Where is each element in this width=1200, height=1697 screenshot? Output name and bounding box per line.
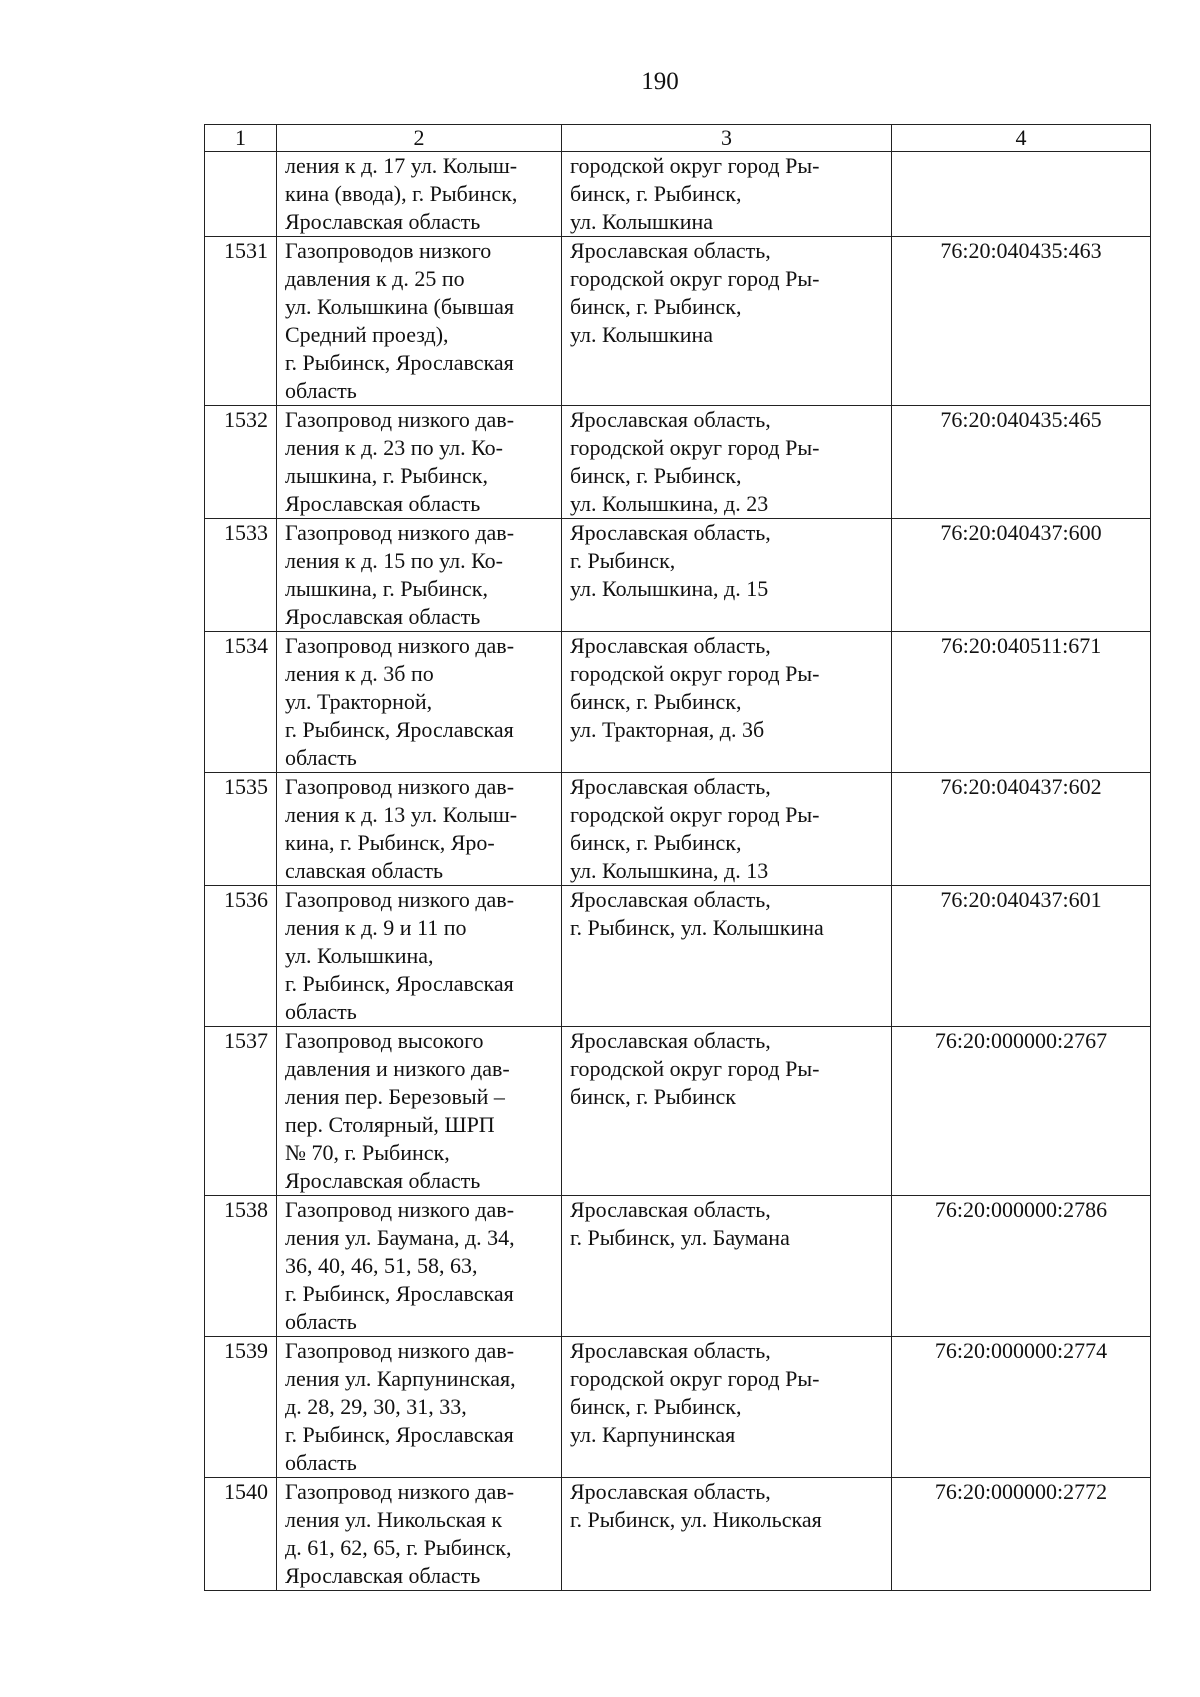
- cadastral-number-cell: 76:20:000000:2774: [892, 1337, 1151, 1478]
- cadastral-number-cell: 76:20:000000:2767: [892, 1027, 1151, 1196]
- object-name-cell: Газопровод низкого дав- ления к д. 15 по ул. Ко- лышкина, г. Рыбинск, Ярославская область: [277, 519, 562, 632]
- page-number: 190: [641, 68, 679, 95]
- address-cell: Ярославская область, городской округ город Ры- бинск, г. Рыбинск, ул. Тракторная, д. 3б: [562, 632, 892, 773]
- table-row: [205, 519, 1151, 632]
- row-number-cell: 1538: [205, 1196, 277, 1337]
- row-number-cell: 1532: [205, 406, 277, 519]
- row-number-cell: 1537: [205, 1027, 277, 1196]
- address-cell: Ярославская область, городской округ город Ры- бинск, г. Рыбинск, ул. Колышкина, д. 23: [562, 406, 892, 519]
- row-number-cell: 1534: [205, 632, 277, 773]
- table-row: [205, 773, 1151, 886]
- object-name-cell: ления к д. 17 ул. Колыш- кина (ввода), г. Рыбинск, Ярославская область: [277, 152, 562, 237]
- cadastral-number-cell: 76:20:040437:600: [892, 519, 1151, 632]
- object-name-cell: Газопровод высокого давления и низкого дав- ления пер. Березовый – пер. Столярный, ШРП № 70, г. Рыбинск, Ярославская область: [277, 1027, 562, 1196]
- object-name-cell: Газопровод низкого дав- ления ул. Карпунинская, д. 28, 29, 30, 31, 33, г. Рыбинск, Ярославская область: [277, 1337, 562, 1478]
- row-number-cell: 1533: [205, 519, 277, 632]
- table-header-row: [205, 125, 1151, 152]
- cadastral-number-cell: [892, 152, 1151, 237]
- cadastral-number-cell: 76:20:000000:2786: [892, 1196, 1151, 1337]
- table-row: [205, 886, 1151, 1027]
- address-cell: Ярославская область, городской округ город Ры- бинск, г. Рыбинск, ул. Колышкина: [562, 237, 892, 406]
- address-cell: Ярославская область, г. Рыбинск, ул. Никольская: [562, 1478, 892, 1591]
- object-name-cell: Газопровод низкого дав- ления ул. Никольская к д. 61, 62, 65, г. Рыбинск, Ярославская область: [277, 1478, 562, 1591]
- table-row: [205, 1478, 1151, 1591]
- table-row: [205, 1196, 1151, 1337]
- object-name-cell: Газопровод низкого дав- ления к д. 13 ул. Колыш- кина, г. Рыбинск, Яро- славская область: [277, 773, 562, 886]
- cadastral-number-cell: 76:20:040437:601: [892, 886, 1151, 1027]
- table-row: [205, 152, 1151, 237]
- row-number-cell: 1540: [205, 1478, 277, 1591]
- table-row: [205, 406, 1151, 519]
- column-header-2: 2: [277, 125, 562, 152]
- row-number-cell: 1535: [205, 773, 277, 886]
- object-name-cell: Газопроводов низкого давления к д. 25 по ул. Колышкина (бывшая Средний проезд), г. Рыбинск, Ярославская область: [277, 237, 562, 406]
- column-header-4: 4: [892, 125, 1151, 152]
- row-number-cell: [205, 152, 277, 237]
- table-row: [205, 237, 1151, 406]
- address-cell: городской округ город Ры- бинск, г. Рыбинск, ул. Колышкина: [562, 152, 892, 237]
- cadastral-number-cell: 76:20:040435:465: [892, 406, 1151, 519]
- table-row: [205, 1337, 1151, 1478]
- cadastral-number-cell: 76:20:040435:463: [892, 237, 1151, 406]
- object-name-cell: Газопровод низкого дав- ления к д. 9 и 11 по ул. Колышкина, г. Рыбинск, Ярославская область: [277, 886, 562, 1027]
- address-cell: Ярославская область, г. Рыбинск, ул. Колышкина, д. 15: [562, 519, 892, 632]
- object-name-cell: Газопровод низкого дав- ления к д. 3б по ул. Тракторной, г. Рыбинск, Ярославская область: [277, 632, 562, 773]
- address-cell: Ярославская область, г. Рыбинск, ул. Баумана: [562, 1196, 892, 1337]
- cadastral-number-cell: 76:20:040437:602: [892, 773, 1151, 886]
- table-row: [205, 1027, 1151, 1196]
- pipeline-registry-table: [204, 124, 1151, 1591]
- cadastral-number-cell: 76:20:000000:2772: [892, 1478, 1151, 1591]
- cadastral-number-cell: 76:20:040511:671: [892, 632, 1151, 773]
- column-header-1: 1: [205, 125, 277, 152]
- address-cell: Ярославская область, городской округ город Ры- бинск, г. Рыбинск: [562, 1027, 892, 1196]
- object-name-cell: Газопровод низкого дав- ления к д. 23 по ул. Ко- лышкина, г. Рыбинск, Ярославская область: [277, 406, 562, 519]
- table-row: [205, 632, 1151, 773]
- row-number-cell: 1536: [205, 886, 277, 1027]
- column-header-3: 3: [562, 125, 892, 152]
- address-cell: Ярославская область, городской округ город Ры- бинск, г. Рыбинск, ул. Карпунинская: [562, 1337, 892, 1478]
- object-name-cell: Газопровод низкого дав- ления ул. Баумана, д. 34, 36, 40, 46, 51, 58, 63, г. Рыбинск, Ярославская область: [277, 1196, 562, 1337]
- row-number-cell: 1539: [205, 1337, 277, 1478]
- address-cell: Ярославская область, городской округ город Ры- бинск, г. Рыбинск, ул. Колышкина, д. 13: [562, 773, 892, 886]
- address-cell: Ярославская область, г. Рыбинск, ул. Колышкина: [562, 886, 892, 1027]
- row-number-cell: 1531: [205, 237, 277, 406]
